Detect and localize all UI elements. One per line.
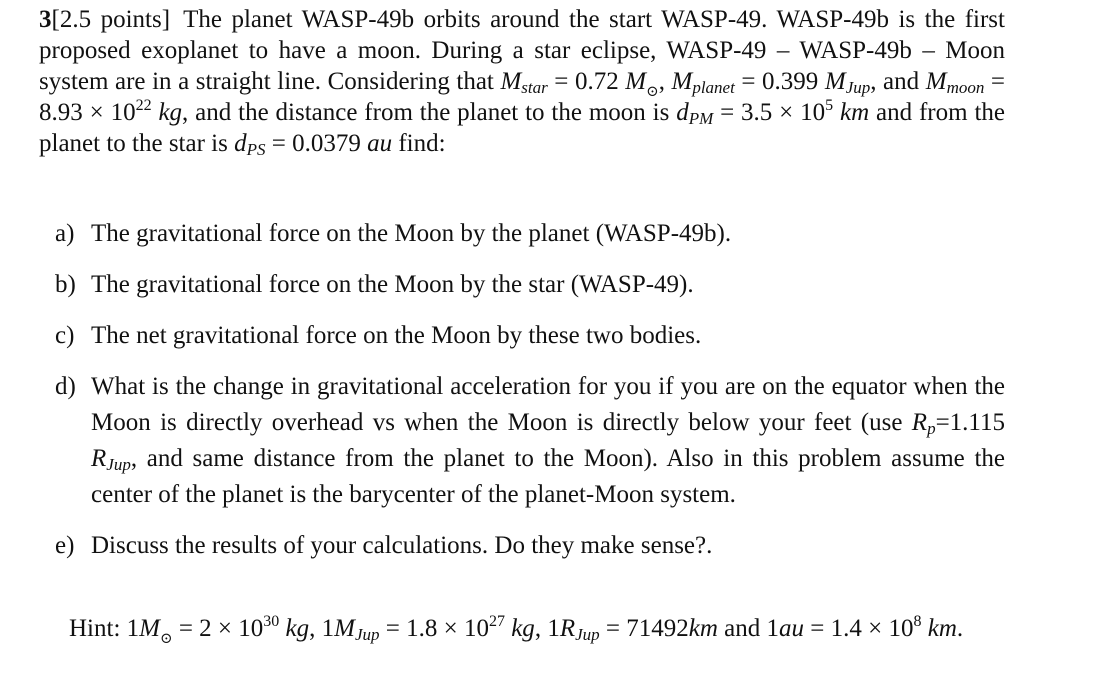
d-pm-value: = 3.5 × 10 — [713, 99, 826, 126]
and-moon-text: , and — [870, 68, 926, 95]
m-star-sub: star — [521, 78, 548, 97]
hint-mjup-exponent: 27 — [488, 613, 505, 630]
hint-end: . — [956, 615, 964, 642]
question-text-part-b: , and same distance from the planet to the Moon). Also in this problem assume the center of the planet is the barycenter of the planet-Moon system. — [91, 445, 1005, 508]
distance-text: , and the distance from the planet to the moon is — [182, 99, 677, 126]
problem-statement — [39, 4, 1005, 159]
question-text: The gravitational force on the Moon by the planet (WASP-49b). — [91, 220, 732, 247]
distance-text-2: and from the planet to the star is — [39, 99, 1005, 157]
d-pm-symbol: d — [676, 99, 689, 126]
question-item-c — [55, 318, 1005, 354]
m-planet-sub: planet — [692, 78, 735, 97]
d-ps-value: = 0.0379 — [265, 130, 368, 157]
m-star-tail: , — [658, 68, 672, 95]
hint-mjup-value: = 1.8 × 10 — [379, 615, 489, 642]
hint-au-unit-km: km — [921, 615, 957, 642]
question-list — [55, 216, 1005, 579]
d-pm-exponent: 5 — [825, 97, 834, 114]
m-jup-symbol: M — [824, 68, 846, 95]
question-text: The gravitational force on the Moon by the star (WASP-49). — [91, 271, 694, 298]
hint-rjup-value: = 71492 — [599, 615, 689, 642]
hint-au-unit: au — [779, 615, 805, 642]
question-item-d — [55, 369, 1005, 513]
hint-and-text: and 1 — [717, 615, 780, 642]
question-label: d) — [55, 373, 76, 400]
m-sun-symbol: M — [625, 68, 647, 95]
hint-mjup-unit: kg — [504, 615, 535, 642]
hint-lead: Hint: 1 — [69, 615, 140, 642]
hint-sep-1: , 1 — [309, 615, 335, 642]
hint-sep-2: , 1 — [534, 615, 560, 642]
hint-rjup-unit: km — [688, 615, 718, 642]
hint-msun-exponent: 30 — [263, 613, 280, 630]
d-pm-unit: km — [833, 99, 870, 126]
m-star-value: = 0.72 — [547, 68, 626, 95]
hint-mjup-symbol: M — [334, 615, 355, 642]
d-pm-sub: PM — [688, 109, 714, 128]
hint-au-value: = 1.4 × 10 — [804, 615, 914, 642]
hint-msun-symbol: M — [139, 615, 160, 642]
m-moon-symbol: M — [925, 68, 947, 95]
statement-text: The planet WASP-49b orbits around the start WASP-49. WASP-49b is the first proposed exoplanet to have a moon. During a star eclipse, WASP-49 – WASP-49b – Moon system are in a straight line. Considering that — [39, 6, 1005, 95]
d-ps-symbol: d — [234, 130, 247, 157]
sun-symbol: ⊙ — [159, 631, 173, 647]
r-p-value: =1.115 — [935, 409, 1005, 436]
question-text-part-a: What is the change in gravitational acceleration for you if you are on the equator when the Moon is directly overhead vs when the Moon is directly below your feet (use — [91, 373, 1005, 436]
question-item-a — [55, 216, 1005, 252]
find-text: find: — [392, 130, 446, 157]
hint-mjup-sub: Jup — [354, 625, 380, 644]
m-moon-sub: moon — [946, 78, 985, 97]
question-text: The net gravitational force on the Moon by these two bodies. — [91, 322, 702, 349]
m-moon-value: = 8.93 × 10 — [39, 68, 1006, 126]
hint-rjup-sub: Jup — [575, 625, 600, 644]
hint-rjup-symbol: R — [559, 615, 576, 642]
r-jup-sub: Jup — [106, 455, 131, 474]
m-moon-unit: kg — [151, 99, 183, 126]
sun-symbol: ⊙ — [646, 84, 659, 100]
question-text: Discuss the results of your calculations. Do they make sense?. — [91, 532, 713, 559]
problem-points: [2.5 points] — [51, 6, 171, 33]
r-p-sub: p — [927, 419, 936, 438]
d-ps-unit: au — [367, 130, 393, 157]
r-jup-symbol: R — [91, 445, 107, 472]
m-moon-exponent: 22 — [135, 97, 152, 114]
m-planet-value: = 0.399 — [734, 68, 825, 95]
question-item-b — [55, 267, 1005, 303]
problem-number: 3 — [39, 6, 52, 33]
question-label: c) — [55, 322, 75, 349]
r-p-symbol: R — [911, 409, 928, 436]
question-item-e — [55, 528, 1005, 564]
question-label: a) — [55, 220, 75, 247]
m-star-symbol: M — [500, 68, 522, 95]
d-ps-sub: PS — [246, 140, 266, 159]
hint-block — [39, 611, 1005, 647]
hint-msun-unit: kg — [279, 615, 310, 642]
m-jup-sub: Jup — [845, 78, 871, 97]
question-label: b) — [55, 271, 76, 298]
hint-msun-value: = 2 × 10 — [172, 615, 264, 642]
hint-au-exponent: 8 — [913, 613, 922, 630]
m-planet-symbol: M — [671, 68, 693, 95]
question-label: e) — [55, 532, 75, 559]
